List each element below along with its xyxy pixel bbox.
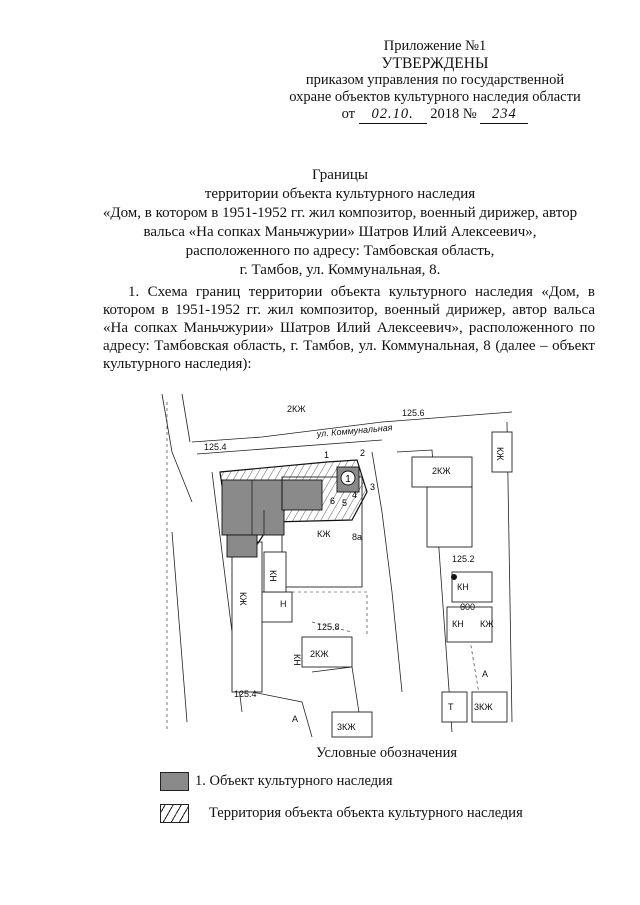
title-line-4: вальса «На сопках Маньчжурии» Шатров Илий Алексеевич», xyxy=(143,224,537,240)
map-label: КН xyxy=(457,582,469,592)
order-line-1: приказом управления по государственной xyxy=(305,72,565,88)
legend-title: Условные обозначения xyxy=(316,745,457,761)
point-label: 5 xyxy=(342,498,348,508)
point-label: 2 xyxy=(360,448,366,458)
point-label: 3 xyxy=(370,482,376,492)
approval-block xyxy=(250,38,620,124)
point-label: 4 xyxy=(352,490,358,500)
map-label: А xyxy=(482,669,489,679)
map-label: А xyxy=(292,714,299,724)
map-label: 600 xyxy=(460,602,476,612)
document-title xyxy=(60,166,620,280)
map-label: КН xyxy=(452,619,464,629)
legend-item-territory xyxy=(160,804,523,823)
order-line-2: охране объектов культурного наследия области xyxy=(289,89,581,105)
map-label: КН xyxy=(292,654,302,666)
title-line-6: г. Тамбов, ул. Коммунальная, 8. xyxy=(239,262,441,278)
map-label: 125.2 xyxy=(452,554,475,564)
point-label: 6 xyxy=(330,496,336,506)
map-label: 125.6 xyxy=(402,408,425,418)
map-label: 2КЖ xyxy=(287,404,306,414)
street-label: ул. Коммунальная xyxy=(316,422,393,439)
map-label: 125.8 xyxy=(317,622,340,632)
map-label: КЖ xyxy=(480,619,494,629)
legend-label-territory: Территория объекта объекта культурного наследия xyxy=(209,804,523,821)
title-line-2: территории объекта культурного наследия xyxy=(204,186,476,202)
handwritten-number: 234 xyxy=(480,106,528,124)
date-prefix: от xyxy=(341,106,356,122)
point-label: 1 xyxy=(324,450,330,460)
map-label: 2КЖ xyxy=(310,649,329,659)
boundary-map xyxy=(152,392,522,740)
territory-swatch xyxy=(160,804,189,823)
title-line-3: «Дом, в котором в 1951-1952 гг. жил композитор, военный дирижер, автор xyxy=(102,205,578,221)
appendix-number: Приложение №1 xyxy=(383,38,487,54)
object-swatch xyxy=(160,772,189,791)
map-label: 3КЖ xyxy=(474,702,493,712)
title-line-1: Границы xyxy=(311,167,369,183)
title-line-5: расположенного по адресу: Тамбовская область, xyxy=(185,243,495,259)
object-marker: 1 xyxy=(345,474,351,485)
order-year: 2018 xyxy=(430,106,460,122)
order-date-line xyxy=(250,106,620,124)
map-label: 8а xyxy=(352,532,363,542)
scheme-paragraph: 1. Схема границ территории объекта культурного наследия «Дом, в котором в 1951-1952 гг. жил композитор, военный дирижер, автор вальса «На сопках Маньчжурии» Шатров Илий Алексеевич», расположенного по адресу: Тамбовская область, г. Тамбов, ул. Коммунальная, 8 (далее – объект культурного наследия): xyxy=(103,284,595,372)
map-label: 2КЖ xyxy=(432,466,451,476)
map-label: КЖ xyxy=(317,529,331,539)
handwritten-date: 02.10. xyxy=(359,106,427,124)
legend-item-object xyxy=(160,772,393,791)
map-label: 3КЖ xyxy=(337,722,356,732)
number-sign: № xyxy=(462,106,477,122)
map-label: 125.4 xyxy=(234,689,257,699)
map-label: 125.4 xyxy=(204,442,227,452)
map-label: КЖ xyxy=(238,592,248,606)
map-label: Т xyxy=(448,702,454,712)
approved-heading: УТВЕРЖДЕНЫ xyxy=(381,55,489,72)
legend-label-object: 1. Объект культурного наследия xyxy=(195,772,393,789)
map-label: КН xyxy=(268,570,278,582)
map-label: Н xyxy=(280,599,287,609)
map-label: КЖ xyxy=(495,447,505,461)
